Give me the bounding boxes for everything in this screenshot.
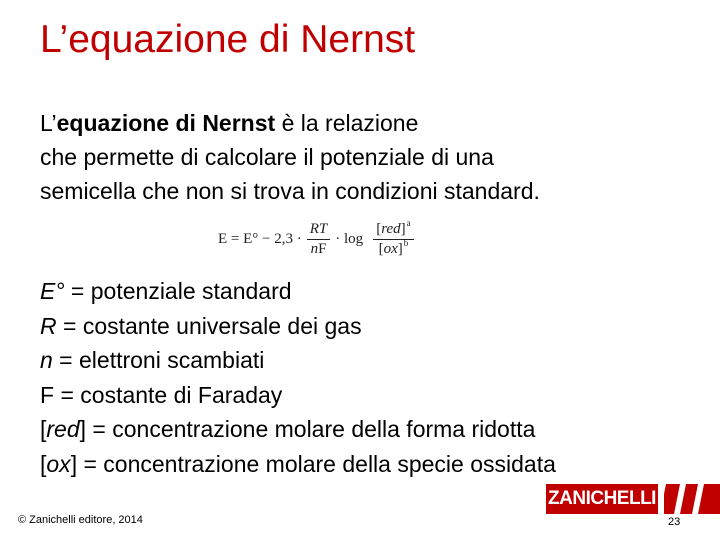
exp-b: b — [403, 237, 409, 248]
nernst-formula — [218, 216, 419, 262]
definition-item — [40, 309, 700, 344]
intro-bold-term: equazione di Nernst — [56, 110, 276, 136]
def-symbol: red — [46, 416, 80, 442]
intro-paragraph — [40, 106, 700, 208]
def-text: = elettroni scambiati — [52, 347, 265, 373]
conc-denominator: [ox]$^b$ — [378, 237, 409, 257]
def-text: = concentrazione molare della specie ossidata — [77, 450, 556, 477]
conc-red: red — [381, 220, 401, 237]
def-symbol: E° — [40, 278, 65, 304]
def-text: = costante di Faraday — [54, 381, 283, 408]
conc-numerator: [red]$^a$ — [373, 221, 413, 240]
page-number: 23 — [668, 516, 681, 528]
definitions-list — [40, 274, 700, 481]
slide-title: L’equazione di Nernst — [40, 18, 416, 61]
exp-a: a — [406, 217, 411, 228]
formula-lhs: E = E° − 2,3 · — [218, 230, 302, 247]
intro-line-3: semicella che non si trova in condizioni standard. — [40, 178, 540, 204]
denominator-n: n — [310, 240, 319, 257]
fraction-numerator — [307, 221, 331, 240]
def-text: = potenziale standard — [64, 278, 292, 304]
definition-item — [40, 343, 700, 378]
def-symbol: n — [40, 347, 53, 373]
logo-stripes-icon — [664, 484, 720, 514]
formula-fraction — [307, 221, 331, 258]
numerator-r: R — [309, 220, 319, 237]
def-symbol: F — [40, 381, 55, 408]
denominator-f: F — [318, 240, 327, 257]
def-symbol: ox — [46, 450, 71, 477]
footer-copyright: © Zanichelli editore, 2014 — [18, 514, 143, 526]
zanichelli-logo: ZANICHELLI — [546, 484, 658, 514]
def-symbol: R — [40, 312, 57, 339]
intro-line-1 — [40, 106, 700, 140]
fraction-denominator — [308, 240, 330, 258]
definition-item — [40, 378, 700, 413]
intro-line-2: che permette di calcolare il potenziale di una — [40, 144, 494, 170]
def-text: = costante universale dei gas — [56, 312, 362, 339]
definition-item: [ox] = concentrazione molare della specie ossidata — [40, 450, 556, 477]
intro-line-1-rest: è la relazione — [275, 110, 419, 136]
def-text: = concentrazione molare della forma ridotta — [86, 416, 536, 442]
numerator-t: T — [318, 220, 328, 237]
formula-log: · log — [335, 230, 364, 247]
concentration-fraction — [373, 217, 413, 258]
definition-item: [red] = concentrazione molare della forma ridotta — [40, 416, 536, 442]
intro-prefix: L’ — [40, 110, 57, 136]
conc-ox: ox — [383, 240, 398, 257]
definition-item — [40, 274, 700, 309]
